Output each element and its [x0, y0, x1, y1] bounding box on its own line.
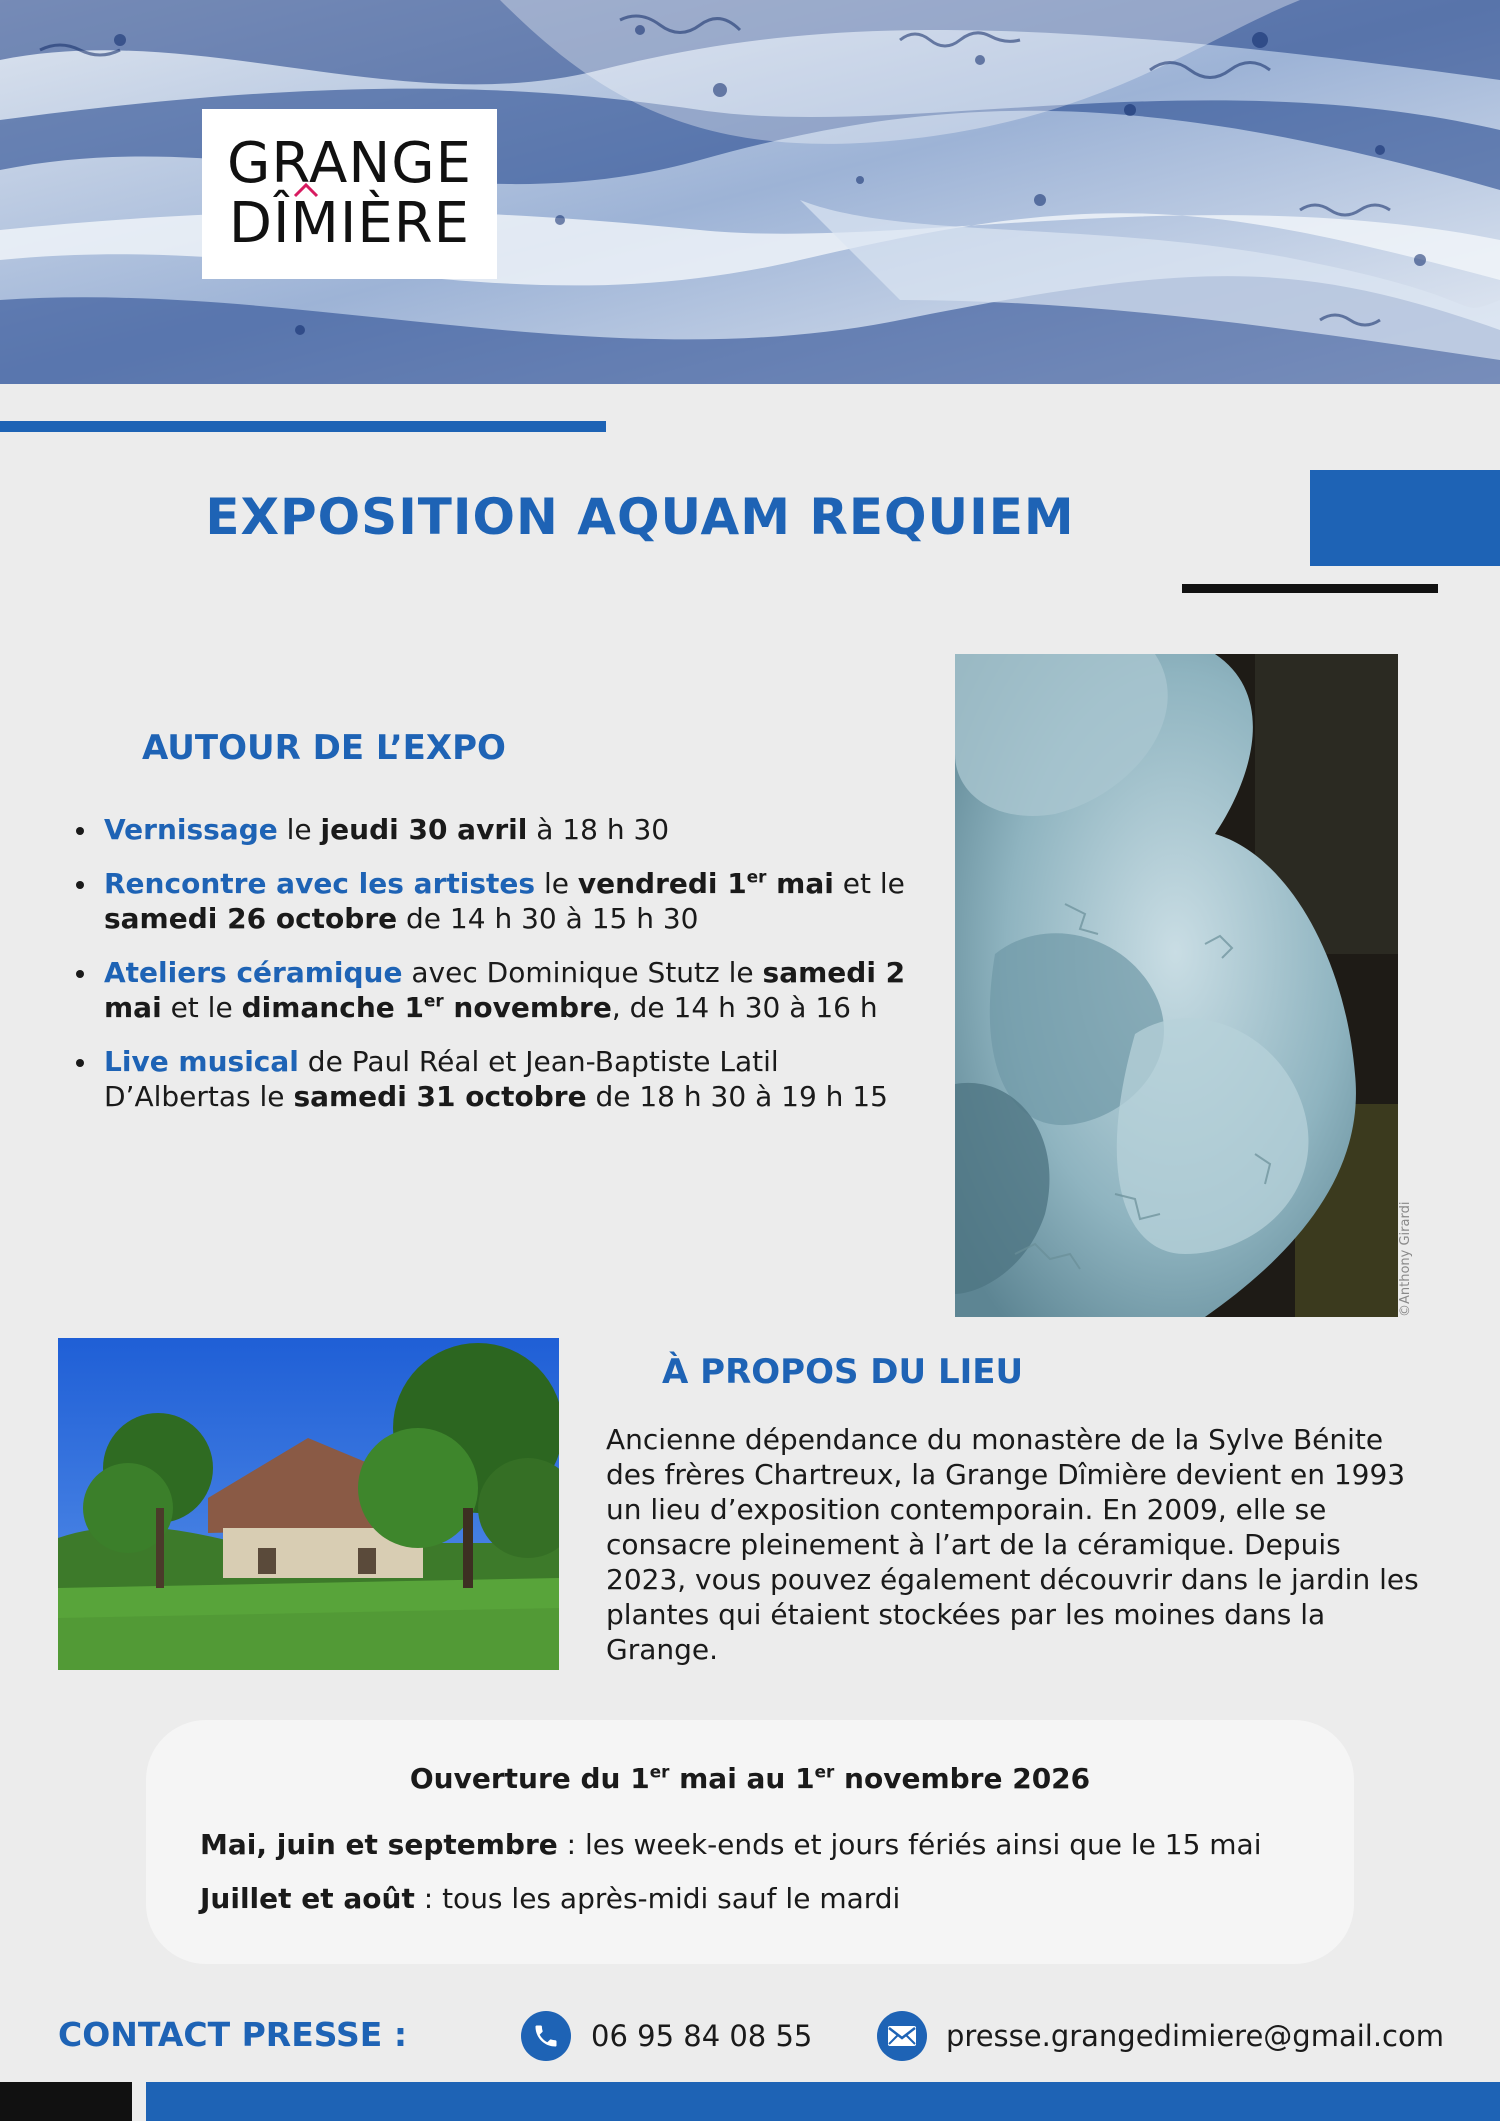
page-title	[0, 488, 1310, 546]
event-text: à 18 h 30	[527, 813, 670, 846]
event-text: et le	[161, 991, 242, 1024]
opening-title-part: mai au 1	[669, 1762, 815, 1795]
event-date-part: mai	[766, 867, 834, 900]
event-date-sup: er	[746, 866, 767, 887]
event-text: le	[535, 867, 578, 900]
opening-details: : tous les après-midi sauf le mardi	[414, 1882, 901, 1915]
event-date	[578, 867, 834, 900]
event-item-ateliers	[70, 955, 930, 1025]
event-date-part: vendredi 1	[577, 867, 747, 900]
opening-period: Juillet et août	[200, 1882, 415, 1915]
opening-title-part: Ouverture du 1	[409, 1762, 650, 1795]
photo-credit: ©Anthony Girardi	[1398, 1201, 1413, 1317]
decorative-bar-black-right	[1182, 584, 1438, 593]
contact-email[interactable]: presse.grangedimiere@gmail.com	[946, 2019, 1444, 2053]
event-date: jeudi 30 avril	[320, 813, 528, 846]
event-name: Ateliers céramique	[104, 956, 403, 989]
page-title-text: EXPOSITION AQUAM REQUIEM	[205, 488, 1075, 546]
event-date-part: dimanche 1	[241, 991, 424, 1024]
logo-line-grange: GRANGE	[226, 131, 472, 196]
decorative-bar-blue-top	[0, 421, 606, 432]
decorative-block-blue-right	[1310, 470, 1500, 566]
event-text: avec Dominique Stutz le	[402, 956, 763, 989]
event-text: et le	[833, 867, 905, 900]
event-text: de Paul Réal et Jean-Baptiste Latil D’Albertas le	[104, 1045, 779, 1113]
opening-title-sup: er	[814, 1761, 835, 1782]
building-photo	[58, 1338, 559, 1670]
footer-bar-black	[0, 2082, 132, 2121]
opening-title	[146, 1762, 1354, 1795]
footer-bar-blue	[146, 2082, 1500, 2121]
event-text: , de 14 h 30 à 16 h	[611, 991, 878, 1024]
contact-phone[interactable]: 06 95 84 08 55	[591, 2019, 813, 2053]
event-name: Live musical	[104, 1045, 299, 1078]
event-date: samedi 2 mai	[104, 956, 906, 1024]
logo-line-dimiere-text: DÎMIÈRE	[228, 191, 471, 256]
event-item-vernissage	[70, 812, 930, 847]
events-heading: AUTOUR DE L’EXPO	[142, 728, 506, 768]
event-name: Rencontre avec les artistes	[104, 867, 536, 900]
event-date: samedi 31 octobre	[293, 1080, 587, 1113]
events-list	[70, 812, 930, 1133]
event-text: de 14 h 30 à 15 h 30	[397, 902, 699, 935]
event-date: samedi 26 octobre	[104, 902, 398, 935]
event-item-live-musical	[70, 1044, 930, 1114]
sculpture-photo	[955, 654, 1398, 1317]
event-text: de 18 h 30 à 19 h 15	[586, 1080, 888, 1113]
opening-title-part: novembre 2026	[834, 1762, 1091, 1795]
event-date	[242, 991, 612, 1024]
contact-label: CONTACT PRESSE :	[58, 2015, 408, 2054]
logo	[202, 109, 497, 279]
opening-period: Mai, juin et septembre	[200, 1828, 558, 1861]
event-text: le	[277, 813, 321, 846]
opening-title-sup: er	[649, 1761, 670, 1782]
event-date-sup: er	[424, 990, 444, 1011]
logo-accent-icon	[293, 182, 319, 198]
about-paragraph: Ancienne dépendance du monastère de la Sylve Bénite des frères Chartreux, la Grange Dîmière devient en 1993 un lieu d’exposition contemporain. En 2009, elle se consacre pleinement à l’art de la céramique. Depuis 2023, vous pouvez également découvrir dans le jardin les plantes qui étaient stockées par les moines dans la Grange.	[606, 1423, 1419, 1666]
opening-details: : les week-ends et jours fériés ainsi que le 15 mai	[557, 1828, 1262, 1861]
logo-line-dimiere	[228, 191, 471, 256]
opening-line-spring	[200, 1827, 1262, 1862]
email-icon	[877, 2011, 927, 2061]
event-name: Vernissage	[104, 813, 278, 846]
event-date-part: novembre	[443, 991, 612, 1024]
phone-icon	[521, 2011, 571, 2061]
event-item-rencontre	[70, 866, 930, 936]
about-heading: À PROPOS DU LIEU	[662, 1352, 1024, 1392]
opening-line-summer	[200, 1881, 900, 1916]
